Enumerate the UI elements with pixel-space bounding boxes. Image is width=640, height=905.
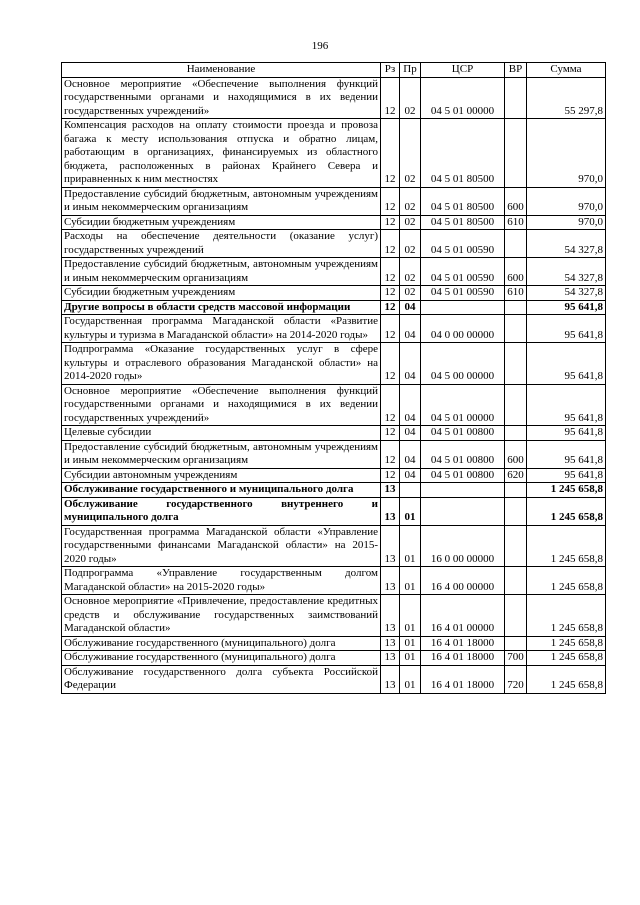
page-number: 196 (311, 40, 329, 52)
cell-csr: 04 5 01 00800 (421, 426, 505, 441)
cell-rz: 13 (381, 483, 400, 498)
cell-pr: 01 (400, 665, 421, 693)
cell-rz: 13 (381, 651, 400, 666)
cell-pr: 01 (400, 497, 421, 525)
cell-vr (505, 525, 527, 567)
table-row (62, 440, 606, 468)
cell-vr (505, 119, 527, 188)
cell-pr: 04 (400, 440, 421, 468)
cell-sum: 95 641,8 (527, 315, 606, 343)
cell-csr: 04 5 01 00000 (421, 77, 505, 119)
cell-name: Государственная программа Магаданской области «Развитие культуры и туризма в Магаданской области» на 2014-2020 годы» (62, 315, 381, 343)
cell-name: Предоставление субсидий бюджетным, автономным учреждениям и иным некоммерческим организациям (62, 258, 381, 286)
cell-name: Предоставление субсидий бюджетным, автономным учреждениям и иным некоммерческим организациям (62, 187, 381, 215)
cell-name: Предоставление субсидий бюджетным, автономным учреждениям и иным некоммерческим организациям (62, 440, 381, 468)
table-row (62, 426, 606, 441)
table-row (62, 77, 606, 119)
cell-pr: 02 (400, 230, 421, 258)
table-header-row (62, 63, 606, 78)
cell-name: Подпрограмма «Управление государственным долгом Магаданской области» на 2015-2020 годы» (62, 567, 381, 595)
cell-csr: 16 4 01 18000 (421, 665, 505, 693)
table-row (62, 497, 606, 525)
cell-name: Субсидии автономным учреждениям (62, 468, 381, 483)
cell-pr: 01 (400, 595, 421, 637)
cell-pr: 04 (400, 426, 421, 441)
cell-name: Основное мероприятие «Привлечение, предоставление кредитных средств и обслуживание государственных заимствований Магаданской области» (62, 595, 381, 637)
table-row (62, 567, 606, 595)
header-pr: Пр (400, 63, 421, 78)
cell-sum: 95 641,8 (527, 440, 606, 468)
cell-name: Основное мероприятие «Обеспечение выполнения функций государственными органами и находящимися в их ведении государственных учреждений» (62, 77, 381, 119)
cell-name: Целевые субсидии (62, 426, 381, 441)
cell-name: Другие вопросы в области средств массовой информации (62, 300, 381, 315)
cell-sum: 54 327,8 (527, 286, 606, 301)
cell-csr: 16 4 01 18000 (421, 636, 505, 651)
cell-vr (505, 343, 527, 385)
cell-name: Обслуживание государственного (муниципального) долга (62, 651, 381, 666)
cell-rz: 12 (381, 230, 400, 258)
cell-pr: 01 (400, 651, 421, 666)
cell-vr (505, 384, 527, 426)
cell-csr: 04 5 01 00000 (421, 384, 505, 426)
cell-rz: 13 (381, 497, 400, 525)
cell-vr (505, 77, 527, 119)
cell-pr: 01 (400, 525, 421, 567)
cell-csr: 04 5 01 80500 (421, 187, 505, 215)
cell-vr (505, 595, 527, 637)
header-sum: Сумма (527, 63, 606, 78)
cell-sum: 95 641,8 (527, 468, 606, 483)
cell-vr (505, 483, 527, 498)
cell-name: Обслуживание государственного (муниципального) долга (62, 636, 381, 651)
cell-csr: 04 5 01 00800 (421, 440, 505, 468)
table-row (62, 187, 606, 215)
cell-sum: 1 245 658,8 (527, 525, 606, 567)
table-row (62, 665, 606, 693)
cell-csr: 04 5 01 00590 (421, 258, 505, 286)
cell-vr (505, 497, 527, 525)
cell-sum: 970,0 (527, 187, 606, 215)
cell-csr: 16 4 01 18000 (421, 651, 505, 666)
cell-csr: 04 5 01 80500 (421, 215, 505, 230)
budget-table (61, 62, 606, 694)
cell-name: Подпрограмма «Оказание государственных услуг в сфере культуры и отраслевого образования Магаданской области» на 2014-2020 годы» (62, 343, 381, 385)
cell-vr: 610 (505, 215, 527, 230)
table-row (62, 315, 606, 343)
table-row (62, 595, 606, 637)
cell-vr (505, 426, 527, 441)
cell-sum: 54 327,8 (527, 258, 606, 286)
cell-rz: 12 (381, 286, 400, 301)
cell-sum: 95 641,8 (527, 384, 606, 426)
cell-csr (421, 300, 505, 315)
cell-pr: 04 (400, 343, 421, 385)
cell-sum: 95 641,8 (527, 426, 606, 441)
table-row (62, 119, 606, 188)
cell-pr: 01 (400, 567, 421, 595)
table-row (62, 636, 606, 651)
table-row (62, 300, 606, 315)
cell-pr: 02 (400, 215, 421, 230)
header-rz: Рз (381, 63, 400, 78)
cell-name: Обслуживание государственного долга субъекта Российской Федерации (62, 665, 381, 693)
cell-csr: 04 0 00 00000 (421, 315, 505, 343)
table-row (62, 483, 606, 498)
cell-csr (421, 497, 505, 525)
cell-sum: 1 245 658,8 (527, 595, 606, 637)
cell-name: Субсидии бюджетным учреждениям (62, 286, 381, 301)
cell-pr: 02 (400, 119, 421, 188)
cell-vr (505, 300, 527, 315)
cell-csr: 04 5 00 00000 (421, 343, 505, 385)
cell-rz: 13 (381, 567, 400, 595)
cell-rz: 12 (381, 119, 400, 188)
cell-vr (505, 636, 527, 651)
cell-name: Компенсация расходов на оплату стоимости проезда и провоза багажа к месту использования отпуска и обратно лицам, работающим в организациях, финансируемых из областного бюджета, расположенных в районах Крайнего Севера и приравненных к ним местностях (62, 119, 381, 188)
cell-vr (505, 315, 527, 343)
cell-sum: 970,0 (527, 119, 606, 188)
cell-sum: 1 245 658,8 (527, 665, 606, 693)
cell-name: Государственная программа Магаданской области «Управление государственными финансами Магаданской области» на 2015-2020 годы» (62, 525, 381, 567)
table-row (62, 651, 606, 666)
cell-vr: 600 (505, 187, 527, 215)
cell-vr: 600 (505, 440, 527, 468)
table-row (62, 230, 606, 258)
cell-name: Основное мероприятие «Обеспечение выполнения функций государственными органами и находящимися в их ведении государственных учреждений» (62, 384, 381, 426)
table-row (62, 258, 606, 286)
cell-pr: 02 (400, 286, 421, 301)
cell-name: Расходы на обеспечение деятельности (оказание услуг) государственных учреждений (62, 230, 381, 258)
table-row (62, 525, 606, 567)
cell-pr (400, 483, 421, 498)
cell-name: Субсидии бюджетным учреждениям (62, 215, 381, 230)
cell-sum: 55 297,8 (527, 77, 606, 119)
header-csr: ЦСР (421, 63, 505, 78)
cell-csr: 16 4 00 00000 (421, 567, 505, 595)
cell-csr: 04 5 01 00590 (421, 286, 505, 301)
cell-pr: 04 (400, 384, 421, 426)
cell-csr (421, 483, 505, 498)
cell-pr: 01 (400, 636, 421, 651)
cell-rz: 12 (381, 315, 400, 343)
cell-csr: 16 4 01 00000 (421, 595, 505, 637)
cell-pr: 02 (400, 187, 421, 215)
cell-rz: 13 (381, 665, 400, 693)
cell-vr (505, 567, 527, 595)
cell-sum: 1 245 658,8 (527, 483, 606, 498)
cell-csr: 16 0 00 00000 (421, 525, 505, 567)
header-name: Наименование (62, 63, 381, 78)
cell-rz: 12 (381, 215, 400, 230)
cell-rz: 12 (381, 300, 400, 315)
cell-pr: 04 (400, 300, 421, 315)
table-row (62, 343, 606, 385)
cell-rz: 12 (381, 187, 400, 215)
cell-rz: 13 (381, 525, 400, 567)
cell-csr: 04 5 01 80500 (421, 119, 505, 188)
cell-rz: 12 (381, 384, 400, 426)
cell-vr: 600 (505, 258, 527, 286)
table-row (62, 286, 606, 301)
cell-rz: 12 (381, 440, 400, 468)
cell-sum: 95 641,8 (527, 300, 606, 315)
cell-rz: 12 (381, 77, 400, 119)
cell-rz: 12 (381, 426, 400, 441)
cell-pr: 02 (400, 258, 421, 286)
cell-vr: 610 (505, 286, 527, 301)
table-row (62, 215, 606, 230)
cell-sum: 54 327,8 (527, 230, 606, 258)
cell-vr (505, 230, 527, 258)
table-row (62, 384, 606, 426)
cell-rz: 12 (381, 258, 400, 286)
cell-vr: 620 (505, 468, 527, 483)
cell-rz: 13 (381, 636, 400, 651)
cell-rz: 12 (381, 343, 400, 385)
cell-pr: 04 (400, 315, 421, 343)
cell-vr: 700 (505, 651, 527, 666)
cell-rz: 12 (381, 468, 400, 483)
cell-pr: 04 (400, 468, 421, 483)
cell-sum: 1 245 658,8 (527, 636, 606, 651)
cell-sum: 95 641,8 (527, 343, 606, 385)
cell-sum: 1 245 658,8 (527, 497, 606, 525)
cell-rz: 13 (381, 595, 400, 637)
cell-csr: 04 5 01 00800 (421, 468, 505, 483)
table-row (62, 468, 606, 483)
cell-csr: 04 5 01 00590 (421, 230, 505, 258)
cell-sum: 1 245 658,8 (527, 567, 606, 595)
table-body (62, 77, 606, 693)
header-vr: ВР (505, 63, 527, 78)
cell-sum: 970,0 (527, 215, 606, 230)
cell-pr: 02 (400, 77, 421, 119)
cell-sum: 1 245 658,8 (527, 651, 606, 666)
cell-name: Обслуживание государственного внутреннего и муниципального долга (62, 497, 381, 525)
cell-vr: 720 (505, 665, 527, 693)
cell-name: Обслуживание государственного и муниципального долга (62, 483, 381, 498)
